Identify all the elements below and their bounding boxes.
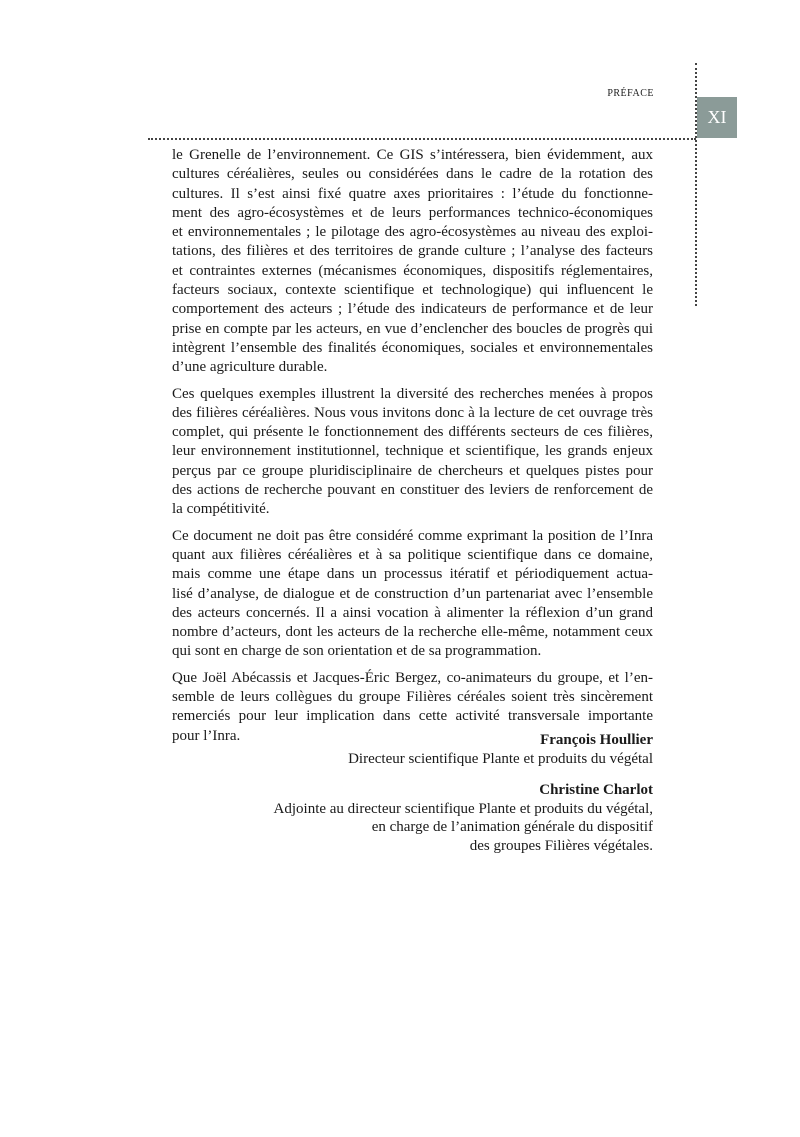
text-line: nombre d’acteurs, dont les acteurs de la recherche elle-même, notamment ceux (172, 624, 653, 641)
text-line: des actions de recherche pouvant en constituer des leviers de renforcement de (172, 482, 653, 499)
signatory-name: François Houllier (540, 732, 653, 748)
text-line: des filières céréalières. Nous vous invitons donc à la lecture de cet ouvrage très (172, 404, 653, 421)
signatory-role: Directeur scientifique Plante et produits du végétal (348, 751, 653, 767)
paragraph (172, 385, 653, 520)
text-line: complet, qui présente le fonctionnement des différents secteurs de ces filières, (172, 424, 653, 441)
signatory-role: des groupes Filières végétales. (469, 837, 653, 854)
signatory-name: Christine Charlot (539, 781, 653, 798)
page-number: XI (697, 97, 737, 138)
text-line: quant aux filières céréalières et à sa politique scientifique dans ce domaine, (172, 546, 653, 563)
text-line: cultures. Il s’est ainsi fixé quatre axes prioritaires : l’étude du fonctionne- (172, 185, 653, 202)
text-line: perçus par ce groupe pluridisciplinaire de chercheurs et quelques pistes pour (172, 462, 653, 479)
text-line: lisé d’analyse, de dialogue et de construction d’un partenariat avec l’ensemble (172, 585, 653, 602)
signature-block (172, 731, 653, 769)
text-line: d’une agriculture durable. (172, 359, 328, 376)
text-line: semble de leurs collègues du groupe Filières céréales soient très sincèrement (172, 689, 653, 706)
text-line: ment des agro-écosystèmes et de leurs performances technico-économiques (172, 204, 653, 221)
running-title: PRÉFACE (607, 88, 654, 99)
text-line: mais comme une étape dans un processus itératif et périodiquement actua- (172, 566, 653, 583)
text-line: pour l’Inra. (172, 727, 241, 744)
text-line: et environnementales ; le pilotage des agro-écosystèmes au niveau des exploi- (172, 224, 653, 241)
text-line: Que Joël Abécassis et Jacques-Éric Bergez, co-animateurs du groupe, et l’en- (172, 669, 653, 686)
text-line: Ce document ne doit pas être considéré comme exprimant la position de l’Inra (172, 527, 653, 544)
text-line: comportement des acteurs ; l’étude des indicateurs de performance et de leur (172, 301, 653, 318)
text-line: leur environnement institutionnel, technique et scientifique, les grands enjeux (172, 443, 653, 460)
text-line: prise en compte par les acteurs, en vue d’enclencher des boucles de progrès qui (172, 320, 653, 337)
text-line: et contraintes externes (mécanismes économiques, dispositifs réglementaires, (172, 262, 653, 279)
signatures (172, 731, 653, 867)
text-line: des acteurs concernés. Il a ainsi vocation à alimenter la réflexion d’un grand (172, 604, 653, 621)
body-text (172, 146, 653, 753)
text-line: facteurs sociaux, contexte scientifique et technologique) qui influencent le (172, 282, 653, 299)
text-line: le Grenelle de l’environnement. Ce GIS s’intéressera, bien évidemment, aux (172, 147, 653, 163)
text-line: la compétitivité. (172, 501, 270, 518)
text-line: tations, des filières et des territoires de grande culture ; l’analyse des facteurs (172, 243, 653, 260)
signature-block (172, 781, 653, 856)
horizontal-dotted-rule (148, 138, 696, 140)
text-line: intègrent l’ensemble des finalités économiques, sociales et environnementales (172, 339, 653, 356)
text-line: Ces quelques exemples illustrent la diversité des recherches menées à propos (172, 385, 653, 402)
paragraph (172, 527, 653, 662)
paragraph (172, 146, 653, 378)
text-line: remerciés pour leur implication dans cette activité transversale importante (172, 708, 653, 725)
text-line: cultures céréalières, seules ou considérées dans le cadre de la rotation des (172, 166, 653, 183)
signatory-role: en charge de l’animation générale du dispositif (371, 819, 653, 835)
signatory-role: Adjointe au directeur scientifique Plante et produits du végétal, (273, 800, 653, 817)
text-line: qui sont en charge de son orientation et de sa programmation. (172, 643, 542, 660)
